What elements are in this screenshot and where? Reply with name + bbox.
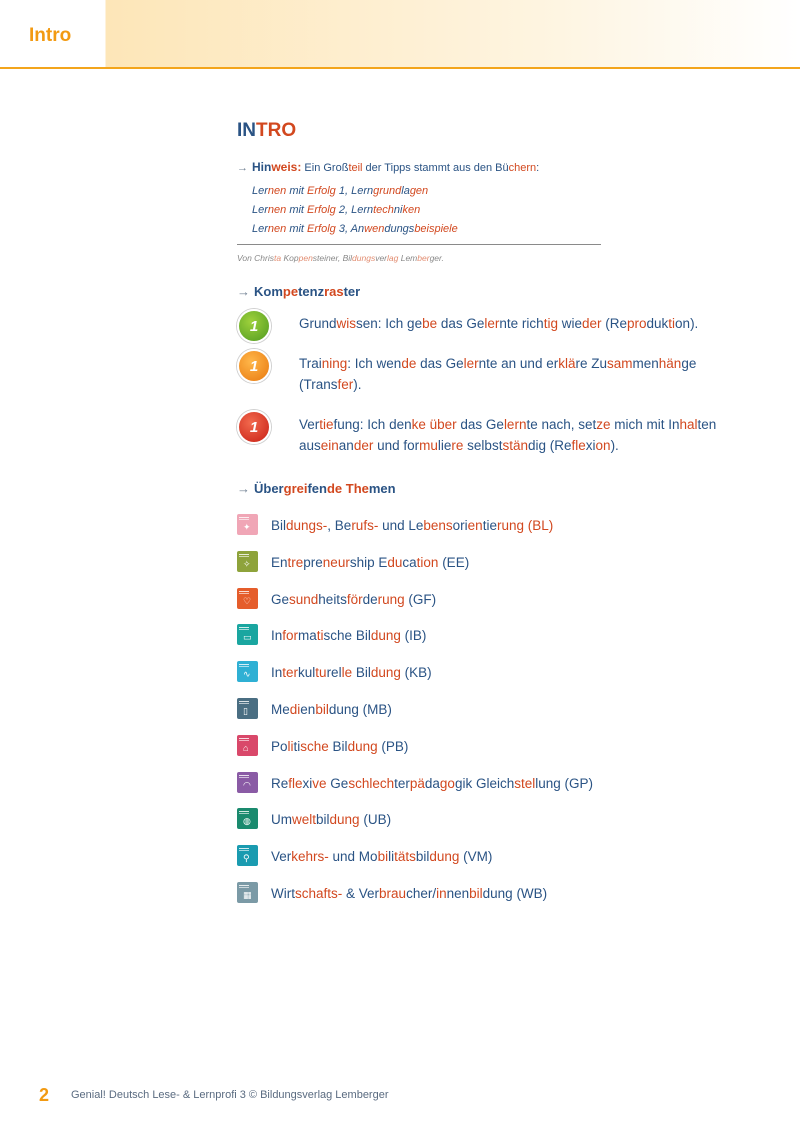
arrow-right-icon: →: [237, 162, 248, 174]
label-segment: welt: [292, 812, 317, 827]
theme-label: [271, 592, 436, 607]
label-segment: di: [289, 702, 301, 717]
computer-icon: [237, 624, 258, 645]
theme-label: [271, 628, 426, 643]
label-segment: en: [300, 702, 316, 717]
label-segment: In: [271, 665, 283, 680]
handshake-icon: [237, 661, 258, 682]
tile-glyph: ✧: [243, 559, 251, 569]
label-segment: schlech: [348, 776, 395, 791]
theme-label: [271, 702, 392, 717]
label-segment: (EE): [438, 555, 470, 570]
label-segment: de: [362, 592, 378, 607]
equality-icon: [237, 772, 258, 793]
author-credit: Von Christa Koppensteiner, Bildungsverlag Lemberger.: [237, 253, 444, 263]
label-segment: sche: [300, 739, 329, 754]
lightbulb-icon: [237, 551, 258, 572]
label-segment: sche Bil: [323, 628, 371, 643]
label-segment: en: [467, 518, 483, 533]
label-segment: rung: [377, 592, 405, 607]
label-segment: tre: [287, 555, 304, 570]
book-item: Lernen mit Erfolg 2, Lerntechniken: [252, 204, 421, 216]
label-segment: Re: [271, 776, 289, 791]
themen-heading: → Übergreifende Themen: [237, 481, 396, 496]
tile-glyph: ∿: [243, 669, 251, 679]
label-segment: li: [287, 739, 294, 754]
theme-label: [271, 886, 547, 901]
kompetenz-item-training: [237, 349, 757, 397]
label-segment: xi: [302, 776, 313, 791]
page-title: INTRO: [237, 120, 297, 141]
label-segment: dung (MB): [328, 702, 392, 717]
label-segment: go: [439, 776, 455, 791]
kompetenzraster-heading: → Kompetenzraster: [237, 284, 361, 299]
arrow-right-icon: →: [237, 284, 250, 299]
label-segment: tion: [416, 555, 439, 570]
tile-glyph: ▭: [243, 632, 252, 642]
label-segment: dung: [370, 665, 401, 680]
theme-item: [237, 845, 697, 869]
header-divider: [0, 67, 800, 69]
book-item: Lernen mit Erfolg 3, Anwendungsbeispiele: [252, 223, 458, 235]
label-segment: (IB): [400, 628, 427, 643]
theme-label: [271, 555, 469, 570]
label-segment: Um: [271, 812, 292, 827]
label-segment: bil: [415, 849, 430, 864]
label-segment: bil: [469, 886, 483, 901]
level-badge-red: 1: [237, 410, 271, 444]
label-segment: (PB): [377, 739, 409, 754]
label-segment: & Ver: [342, 886, 380, 901]
label-segment: En: [271, 555, 288, 570]
label-segment: gik Gleich: [454, 776, 515, 791]
theme-item: [237, 772, 697, 796]
level-badge-orange: 1: [237, 349, 271, 383]
footer-text: Genial! Deutsch Lese- & Lernprofi 3 © Bildungsverlag Lemberger: [71, 1089, 389, 1101]
label-segment: heits: [318, 592, 347, 607]
label-segment: dung: [429, 849, 460, 864]
theme-item: [237, 698, 697, 722]
theme-item: [237, 882, 697, 906]
label-segment: tie: [482, 518, 497, 533]
label-segment: cher/: [406, 886, 437, 901]
label-segment: bil: [315, 702, 329, 717]
tile-glyph: ⌂: [243, 743, 249, 753]
label-segment: Me: [271, 702, 290, 717]
label-segment: le: [341, 665, 353, 680]
label-segment: Wirt: [271, 886, 295, 901]
label-segment: ship E: [349, 555, 388, 570]
tile-glyph: ▦: [243, 890, 252, 900]
kompetenz-item-vertiefung: [237, 410, 757, 460]
label-segment: kul: [298, 665, 316, 680]
bicycle-icon: [237, 845, 258, 866]
label-segment: du: [387, 555, 403, 570]
label-segment: Ver: [271, 849, 292, 864]
theme-item: [237, 808, 697, 832]
theme-label: [271, 739, 408, 754]
label-segment: , Be: [327, 518, 352, 533]
kompetenz-text: Grundwissen: Ich gebe das Gelernte richtig wieder (Reproduktion).: [299, 316, 699, 331]
label-segment: for: [282, 628, 299, 643]
label-segment: (GF): [404, 592, 437, 607]
media-icon: [237, 698, 258, 719]
label-segment: neur: [322, 555, 350, 570]
theme-label: [271, 665, 432, 680]
shopping-icon: [237, 882, 258, 903]
label-segment: Ge: [326, 776, 349, 791]
label-segment: bens: [423, 518, 453, 533]
heart-icon: [237, 588, 258, 609]
person-icon: [237, 514, 258, 535]
label-segment: in: [436, 886, 447, 901]
label-segment: Ge: [271, 592, 290, 607]
label-segment: und Mo: [328, 849, 378, 864]
label-segment: dung: [370, 628, 401, 643]
level-badge-green: 1: [237, 309, 271, 343]
label-segment: bil: [316, 812, 330, 827]
tile-glyph: ✦: [243, 522, 251, 532]
theme-item: [237, 661, 697, 685]
theme-item: [237, 514, 697, 538]
label-segment: ve: [312, 776, 327, 791]
label-segment: täts: [394, 849, 416, 864]
label-segment: dung: [347, 739, 378, 754]
theme-label: [271, 776, 593, 791]
tile-glyph: ▯: [243, 706, 248, 716]
label-segment: ter: [282, 665, 299, 680]
label-segment: kehrs-: [291, 849, 329, 864]
arrow-right-icon: →: [237, 481, 250, 496]
label-segment: dungs-: [286, 518, 328, 533]
label-segment: bi: [377, 849, 389, 864]
kompetenz-text: Training: Ich wende das Gelernte an und erkläre Zusammenhänge (Transfer).: [299, 356, 697, 392]
label-segment: stel: [514, 776, 536, 791]
book-list: [252, 182, 458, 239]
book-item: Lernen mit Erfolg 1, Lerngrundlagen: [252, 185, 429, 197]
tile-glyph: ♡: [243, 596, 252, 606]
tile-glyph: ⚲: [243, 853, 250, 863]
label-segment: ori: [452, 518, 468, 533]
theme-item: [237, 588, 697, 612]
label-segment: Bil: [352, 665, 371, 680]
label-segment: dung: [329, 812, 360, 827]
label-segment: rufs-: [351, 518, 379, 533]
label-segment: för: [346, 592, 363, 607]
label-segment: (VM): [459, 849, 493, 864]
page-number: 2: [39, 1085, 50, 1105]
theme-label: [271, 518, 553, 533]
section-title: Intro: [29, 25, 72, 46]
theme-item: [237, 551, 697, 575]
tile-glyph: ◠: [243, 780, 251, 790]
label-segment: tu: [315, 665, 327, 680]
label-segment: ca: [402, 555, 417, 570]
label-segment: ti: [293, 739, 301, 754]
theme-label: [271, 812, 391, 827]
label-segment: li: [388, 849, 395, 864]
label-segment: da: [424, 776, 440, 791]
label-segment: rung (BL): [496, 518, 554, 533]
label-segment: und Le: [378, 518, 424, 533]
kompetenz-item-grundwissen: [237, 309, 757, 341]
label-segment: nen: [446, 886, 470, 901]
label-segment: ma: [298, 628, 317, 643]
label-segment: schafts-: [295, 886, 343, 901]
theme-label: [271, 849, 492, 864]
label-segment: ter: [394, 776, 410, 791]
label-segment: rel: [326, 665, 342, 680]
label-segment: sund: [289, 592, 319, 607]
label-segment: (KB): [400, 665, 432, 680]
label-segment: Bil: [328, 739, 348, 754]
kompetenz-text: Vertiefung: Ich denke über das Gelernte nach, setze mich mit Inhalten auseinander und formuliere selbstständig (Reflexion).: [299, 417, 717, 453]
divider: [237, 244, 601, 245]
label-segment: brau: [379, 886, 407, 901]
label-segment: In: [271, 628, 283, 643]
label-segment: pä: [409, 776, 425, 791]
parliament-icon: [237, 735, 258, 756]
label-segment: dung (WB): [482, 886, 548, 901]
label-segment: ti: [316, 628, 324, 643]
theme-item: [237, 624, 697, 648]
label-segment: Po: [271, 739, 288, 754]
hinweis-line: → Hinweis: Ein Großteil der Tipps stammt aus den Büchern:: [237, 160, 540, 174]
label-segment: pre: [303, 555, 323, 570]
label-segment: fle: [288, 776, 303, 791]
label-segment: (UB): [359, 812, 392, 827]
header-band: [0, 0, 800, 68]
label-segment: lung (GP): [535, 776, 594, 791]
globe-icon: [237, 808, 258, 829]
label-segment: Bil: [271, 518, 287, 533]
theme-item: [237, 735, 697, 759]
tile-glyph: ◍: [243, 816, 251, 826]
